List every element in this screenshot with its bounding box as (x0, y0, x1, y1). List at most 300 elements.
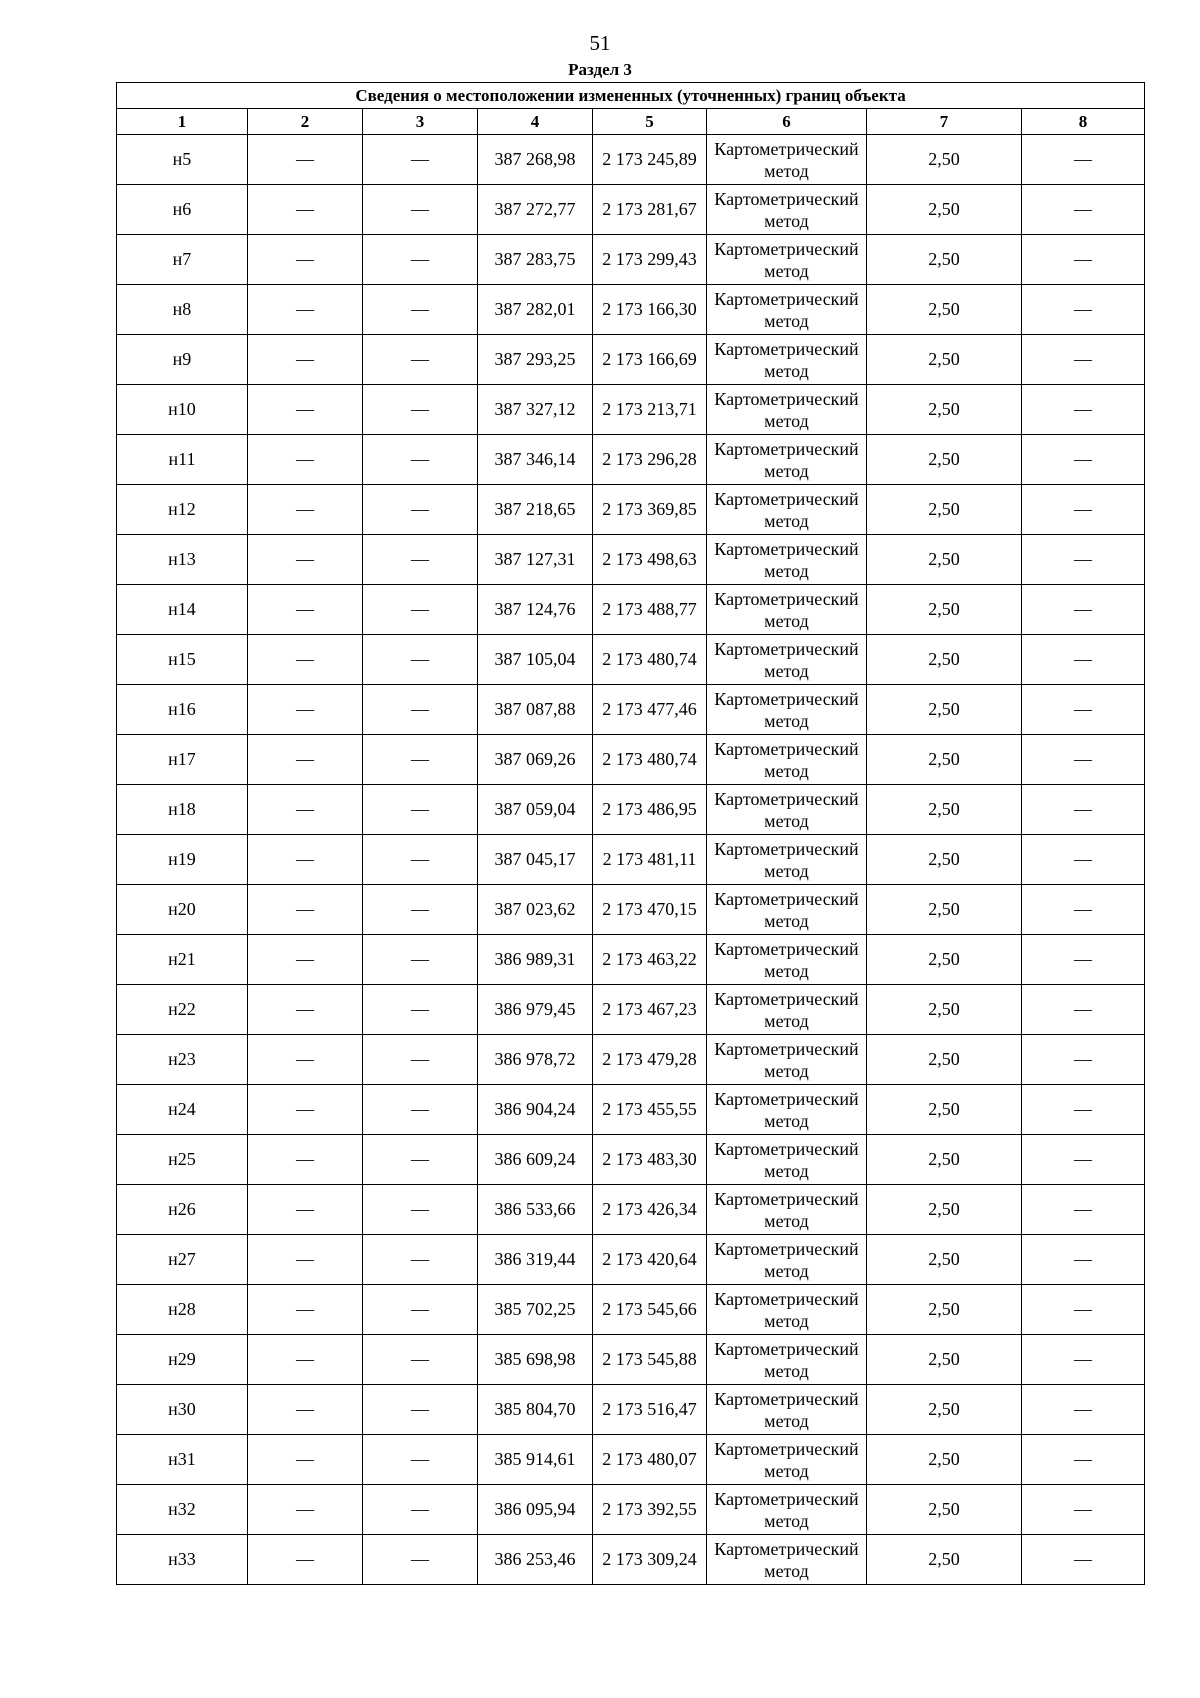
col2-cell: — (248, 1035, 363, 1085)
y-coordinate-cell: 2 173 426,34 (593, 1185, 707, 1235)
method-text: Картометрический метод (714, 1488, 859, 1531)
col2-cell: — (248, 1085, 363, 1135)
y-coordinate-cell: 2 173 486,95 (593, 785, 707, 835)
col2-cell: — (248, 935, 363, 985)
col8-cell: — (1022, 585, 1145, 635)
method-text: Картометрический метод (714, 638, 859, 681)
x-coordinate-cell: 386 253,46 (478, 1535, 593, 1585)
accuracy-cell: 2,50 (867, 785, 1022, 835)
table-row (117, 685, 1145, 735)
point-cell: н19 (117, 835, 248, 885)
method-cell (707, 1085, 867, 1135)
point-cell: н16 (117, 685, 248, 735)
x-coordinate-cell: 387 105,04 (478, 635, 593, 685)
x-coordinate-cell: 387 293,25 (478, 335, 593, 385)
col3-cell: — (363, 485, 478, 535)
x-coordinate-cell: 387 059,04 (478, 785, 593, 835)
method-text: Картометрический метод (714, 1038, 859, 1081)
y-coordinate-cell: 2 173 480,74 (593, 635, 707, 685)
column-number-8: 8 (1022, 109, 1145, 135)
x-coordinate-cell: 386 095,94 (478, 1485, 593, 1535)
table-row (117, 485, 1145, 535)
accuracy-cell: 2,50 (867, 1185, 1022, 1235)
y-coordinate-cell: 2 173 545,88 (593, 1335, 707, 1385)
point-cell: н29 (117, 1335, 248, 1385)
table-row (117, 385, 1145, 435)
table-row (117, 1135, 1145, 1185)
col2-cell: — (248, 1235, 363, 1285)
method-text: Картометрический метод (714, 1288, 859, 1331)
method-cell (707, 385, 867, 435)
col8-cell: — (1022, 885, 1145, 935)
method-text: Картометрический метод (714, 938, 859, 981)
accuracy-cell: 2,50 (867, 335, 1022, 385)
col8-cell: — (1022, 135, 1145, 185)
col2-cell: — (248, 1135, 363, 1185)
y-coordinate-cell: 2 173 545,66 (593, 1285, 707, 1335)
column-number-row (117, 109, 1145, 135)
method-cell (707, 1135, 867, 1185)
method-cell (707, 235, 867, 285)
method-cell (707, 635, 867, 685)
col2-cell: — (248, 385, 363, 435)
y-coordinate-cell: 2 173 281,67 (593, 185, 707, 235)
table-row (117, 185, 1145, 235)
table-row (117, 935, 1145, 985)
x-coordinate-cell: 385 804,70 (478, 1385, 593, 1435)
method-cell (707, 1035, 867, 1085)
col3-cell: — (363, 435, 478, 485)
point-cell: н8 (117, 285, 248, 335)
col3-cell: — (363, 1535, 478, 1585)
column-number-1: 1 (117, 109, 248, 135)
method-cell (707, 285, 867, 335)
col3-cell: — (363, 185, 478, 235)
method-text: Картометрический метод (714, 488, 859, 531)
y-coordinate-cell: 2 173 245,89 (593, 135, 707, 185)
table-row (117, 135, 1145, 185)
col8-cell: — (1022, 735, 1145, 785)
point-cell: н24 (117, 1085, 248, 1135)
y-coordinate-cell: 2 173 420,64 (593, 1235, 707, 1285)
accuracy-cell: 2,50 (867, 1435, 1022, 1485)
col8-cell: — (1022, 635, 1145, 685)
table-row (117, 635, 1145, 685)
point-cell: н18 (117, 785, 248, 835)
col3-cell: — (363, 1085, 478, 1135)
table-row (117, 785, 1145, 835)
method-cell (707, 1435, 867, 1485)
col8-cell: — (1022, 685, 1145, 735)
col3-cell: — (363, 1285, 478, 1335)
col3-cell: — (363, 1185, 478, 1235)
method-text: Картометрический метод (714, 388, 859, 431)
page-number: 51 (589, 31, 611, 55)
col3-cell: — (363, 585, 478, 635)
method-cell (707, 685, 867, 735)
col8-cell: — (1022, 1385, 1145, 1435)
method-text: Картометрический метод (714, 1188, 859, 1231)
col3-cell: — (363, 1035, 478, 1085)
method-cell (707, 1285, 867, 1335)
point-cell: н12 (117, 485, 248, 535)
table-body (117, 135, 1145, 1585)
col2-cell: — (248, 1185, 363, 1235)
col3-cell: — (363, 1435, 478, 1485)
x-coordinate-cell: 387 087,88 (478, 685, 593, 735)
point-cell: н9 (117, 335, 248, 385)
col3-cell: — (363, 1385, 478, 1435)
x-coordinate-cell: 387 023,62 (478, 885, 593, 935)
table-caption: Сведения о местоположении измененных (уточненных) границ объекта (117, 83, 1145, 109)
column-number-5: 5 (593, 109, 707, 135)
col2-cell: — (248, 785, 363, 835)
point-cell: н13 (117, 535, 248, 585)
col8-cell: — (1022, 1535, 1145, 1585)
method-text: Картометрический метод (714, 888, 859, 931)
col3-cell: — (363, 1335, 478, 1385)
col8-cell: — (1022, 385, 1145, 435)
y-coordinate-cell: 2 173 463,22 (593, 935, 707, 985)
col3-cell: — (363, 935, 478, 985)
accuracy-cell: 2,50 (867, 485, 1022, 535)
y-coordinate-cell: 2 173 369,85 (593, 485, 707, 535)
x-coordinate-cell: 386 609,24 (478, 1135, 593, 1185)
table-row (117, 235, 1145, 285)
col2-cell: — (248, 1285, 363, 1335)
y-coordinate-cell: 2 173 166,69 (593, 335, 707, 385)
point-cell: н32 (117, 1485, 248, 1535)
point-cell: н17 (117, 735, 248, 785)
column-number-7: 7 (867, 109, 1022, 135)
y-coordinate-cell: 2 173 481,11 (593, 835, 707, 885)
col2-cell: — (248, 185, 363, 235)
method-text: Картометрический метод (714, 1238, 859, 1281)
method-text: Картометрический метод (714, 438, 859, 481)
accuracy-cell: 2,50 (867, 1035, 1022, 1085)
method-text: Картометрический метод (714, 738, 859, 781)
col3-cell: — (363, 635, 478, 685)
point-cell: н20 (117, 885, 248, 935)
x-coordinate-cell: 386 319,44 (478, 1235, 593, 1285)
column-number-2: 2 (248, 109, 363, 135)
accuracy-cell: 2,50 (867, 285, 1022, 335)
method-text: Картометрический метод (714, 1538, 859, 1581)
col8-cell: — (1022, 935, 1145, 985)
col8-cell: — (1022, 1435, 1145, 1485)
col8-cell: — (1022, 185, 1145, 235)
point-cell: н21 (117, 935, 248, 985)
method-text: Картометрический метод (714, 588, 859, 631)
table-row (117, 535, 1145, 585)
col3-cell: — (363, 385, 478, 435)
method-cell (707, 1535, 867, 1585)
x-coordinate-cell: 387 069,26 (478, 735, 593, 785)
col3-cell: — (363, 135, 478, 185)
method-text: Картометрический метод (714, 288, 859, 331)
x-coordinate-cell: 387 218,65 (478, 485, 593, 535)
y-coordinate-cell: 2 173 455,55 (593, 1085, 707, 1135)
col2-cell: — (248, 1435, 363, 1485)
table-row (117, 1285, 1145, 1335)
method-cell (707, 985, 867, 1035)
method-cell (707, 535, 867, 585)
method-text: Картометрический метод (714, 188, 859, 231)
y-coordinate-cell: 2 173 166,30 (593, 285, 707, 335)
accuracy-cell: 2,50 (867, 435, 1022, 485)
col2-cell: — (248, 585, 363, 635)
col2-cell: — (248, 435, 363, 485)
col8-cell: — (1022, 485, 1145, 535)
table-row (117, 1435, 1145, 1485)
col8-cell: — (1022, 1185, 1145, 1235)
table-row (117, 1235, 1145, 1285)
table-row (117, 1185, 1145, 1235)
col8-cell: — (1022, 235, 1145, 285)
method-cell (707, 1235, 867, 1285)
method-cell (707, 135, 867, 185)
x-coordinate-cell: 387 127,31 (478, 535, 593, 585)
col8-cell: — (1022, 1335, 1145, 1385)
x-coordinate-cell: 386 533,66 (478, 1185, 593, 1235)
boundary-coordinates-table (116, 82, 1145, 1585)
method-cell (707, 935, 867, 985)
accuracy-cell: 2,50 (867, 235, 1022, 285)
col8-cell: — (1022, 335, 1145, 385)
accuracy-cell: 2,50 (867, 185, 1022, 235)
table-row (117, 1085, 1145, 1135)
method-text: Картометрический метод (714, 238, 859, 281)
accuracy-cell: 2,50 (867, 635, 1022, 685)
col8-cell: — (1022, 1235, 1145, 1285)
method-text: Картометрический метод (714, 838, 859, 881)
col2-cell: — (248, 735, 363, 785)
col3-cell: — (363, 785, 478, 835)
table-row (117, 1035, 1145, 1085)
y-coordinate-cell: 2 173 296,28 (593, 435, 707, 485)
point-cell: н15 (117, 635, 248, 685)
accuracy-cell: 2,50 (867, 1335, 1022, 1385)
col2-cell: — (248, 535, 363, 585)
col8-cell: — (1022, 435, 1145, 485)
y-coordinate-cell: 2 173 480,07 (593, 1435, 707, 1485)
method-text: Картометрический метод (714, 1388, 859, 1431)
col8-cell: — (1022, 785, 1145, 835)
accuracy-cell: 2,50 (867, 1085, 1022, 1135)
method-text: Картометрический метод (714, 538, 859, 581)
method-cell (707, 1335, 867, 1385)
method-text: Картометрический метод (714, 988, 859, 1031)
x-coordinate-cell: 387 268,98 (478, 135, 593, 185)
table-row (117, 1535, 1145, 1585)
col3-cell: — (363, 735, 478, 785)
table-row (117, 835, 1145, 885)
column-number-3: 3 (363, 109, 478, 135)
col8-cell: — (1022, 1035, 1145, 1085)
accuracy-cell: 2,50 (867, 135, 1022, 185)
y-coordinate-cell: 2 173 483,30 (593, 1135, 707, 1185)
method-cell (707, 885, 867, 935)
accuracy-cell: 2,50 (867, 535, 1022, 585)
col3-cell: — (363, 835, 478, 885)
point-cell: н11 (117, 435, 248, 485)
accuracy-cell: 2,50 (867, 1485, 1022, 1535)
method-text: Картометрический метод (714, 1438, 859, 1481)
x-coordinate-cell: 387 346,14 (478, 435, 593, 485)
method-text: Картометрический метод (714, 788, 859, 831)
y-coordinate-cell: 2 173 309,24 (593, 1535, 707, 1585)
x-coordinate-cell: 385 702,25 (478, 1285, 593, 1335)
x-coordinate-cell: 387 272,77 (478, 185, 593, 235)
y-coordinate-cell: 2 173 488,77 (593, 585, 707, 635)
table-row (117, 985, 1145, 1035)
method-cell (707, 835, 867, 885)
point-cell: н23 (117, 1035, 248, 1085)
col8-cell: — (1022, 835, 1145, 885)
col2-cell: — (248, 1385, 363, 1435)
point-cell: н27 (117, 1235, 248, 1285)
method-cell (707, 735, 867, 785)
y-coordinate-cell: 2 173 479,28 (593, 1035, 707, 1085)
col3-cell: — (363, 285, 478, 335)
col3-cell: — (363, 985, 478, 1035)
x-coordinate-cell: 387 124,76 (478, 585, 593, 635)
accuracy-cell: 2,50 (867, 1535, 1022, 1585)
col2-cell: — (248, 335, 363, 385)
point-cell: н33 (117, 1535, 248, 1585)
accuracy-cell: 2,50 (867, 985, 1022, 1035)
method-text: Картометрический метод (714, 338, 859, 381)
x-coordinate-cell: 387 283,75 (478, 235, 593, 285)
col2-cell: — (248, 135, 363, 185)
col8-cell: — (1022, 1135, 1145, 1185)
accuracy-cell: 2,50 (867, 935, 1022, 985)
method-cell (707, 1185, 867, 1235)
accuracy-cell: 2,50 (867, 585, 1022, 635)
method-text: Картометрический метод (714, 1338, 859, 1381)
x-coordinate-cell: 385 698,98 (478, 1335, 593, 1385)
x-coordinate-cell: 387 045,17 (478, 835, 593, 885)
point-cell: н25 (117, 1135, 248, 1185)
column-number-6: 6 (707, 109, 867, 135)
col2-cell: — (248, 485, 363, 535)
method-cell (707, 185, 867, 235)
method-text: Картометрический метод (714, 138, 859, 181)
method-cell (707, 485, 867, 535)
col8-cell: — (1022, 985, 1145, 1035)
col3-cell: — (363, 335, 478, 385)
col3-cell: — (363, 1485, 478, 1535)
col3-cell: — (363, 685, 478, 735)
y-coordinate-cell: 2 173 299,43 (593, 235, 707, 285)
point-cell: н10 (117, 385, 248, 435)
col2-cell: — (248, 685, 363, 735)
point-cell: н14 (117, 585, 248, 635)
col2-cell: — (248, 1535, 363, 1585)
accuracy-cell: 2,50 (867, 1135, 1022, 1185)
table-row (117, 885, 1145, 935)
accuracy-cell: 2,50 (867, 385, 1022, 435)
y-coordinate-cell: 2 173 470,15 (593, 885, 707, 935)
point-cell: н30 (117, 1385, 248, 1435)
col8-cell: — (1022, 1285, 1145, 1335)
col3-cell: — (363, 535, 478, 585)
col2-cell: — (248, 635, 363, 685)
table-row (117, 1485, 1145, 1535)
x-coordinate-cell: 386 989,31 (478, 935, 593, 985)
x-coordinate-cell: 387 327,12 (478, 385, 593, 435)
col2-cell: — (248, 1335, 363, 1385)
point-cell: н22 (117, 985, 248, 1035)
accuracy-cell: 2,50 (867, 1235, 1022, 1285)
table-row (117, 585, 1145, 635)
point-cell: н28 (117, 1285, 248, 1335)
col2-cell: — (248, 835, 363, 885)
col8-cell: — (1022, 1485, 1145, 1535)
table-row (117, 435, 1145, 485)
col2-cell: — (248, 1485, 363, 1535)
table-row (117, 735, 1145, 785)
col3-cell: — (363, 1235, 478, 1285)
method-cell (707, 335, 867, 385)
y-coordinate-cell: 2 173 392,55 (593, 1485, 707, 1535)
y-coordinate-cell: 2 173 516,47 (593, 1385, 707, 1435)
accuracy-cell: 2,50 (867, 835, 1022, 885)
col8-cell: — (1022, 1085, 1145, 1135)
method-cell (707, 1385, 867, 1435)
accuracy-cell: 2,50 (867, 685, 1022, 735)
accuracy-cell: 2,50 (867, 1285, 1022, 1335)
y-coordinate-cell: 2 173 213,71 (593, 385, 707, 435)
y-coordinate-cell: 2 173 477,46 (593, 685, 707, 735)
section-title: Раздел 3 (568, 60, 632, 79)
accuracy-cell: 2,50 (867, 1385, 1022, 1435)
col2-cell: — (248, 235, 363, 285)
method-cell (707, 785, 867, 835)
col2-cell: — (248, 985, 363, 1035)
column-number-4: 4 (478, 109, 593, 135)
point-cell: н31 (117, 1435, 248, 1485)
y-coordinate-cell: 2 173 498,63 (593, 535, 707, 585)
x-coordinate-cell: 386 904,24 (478, 1085, 593, 1135)
col2-cell: — (248, 285, 363, 335)
table-row (117, 285, 1145, 335)
x-coordinate-cell: 385 914,61 (478, 1435, 593, 1485)
point-cell: н7 (117, 235, 248, 285)
table-row (117, 1385, 1145, 1435)
point-cell: н5 (117, 135, 248, 185)
x-coordinate-cell: 387 282,01 (478, 285, 593, 335)
y-coordinate-cell: 2 173 480,74 (593, 735, 707, 785)
x-coordinate-cell: 386 979,45 (478, 985, 593, 1035)
accuracy-cell: 2,50 (867, 885, 1022, 935)
point-cell: н26 (117, 1185, 248, 1235)
method-cell (707, 1485, 867, 1535)
col3-cell: — (363, 235, 478, 285)
method-text: Картометрический метод (714, 688, 859, 731)
table-row (117, 1335, 1145, 1385)
col2-cell: — (248, 885, 363, 935)
y-coordinate-cell: 2 173 467,23 (593, 985, 707, 1035)
point-cell: н6 (117, 185, 248, 235)
method-cell (707, 435, 867, 485)
table-row (117, 335, 1145, 385)
col8-cell: — (1022, 285, 1145, 335)
method-text: Картометрический метод (714, 1138, 859, 1181)
method-text: Картометрический метод (714, 1088, 859, 1131)
method-cell (707, 585, 867, 635)
col8-cell: — (1022, 535, 1145, 585)
